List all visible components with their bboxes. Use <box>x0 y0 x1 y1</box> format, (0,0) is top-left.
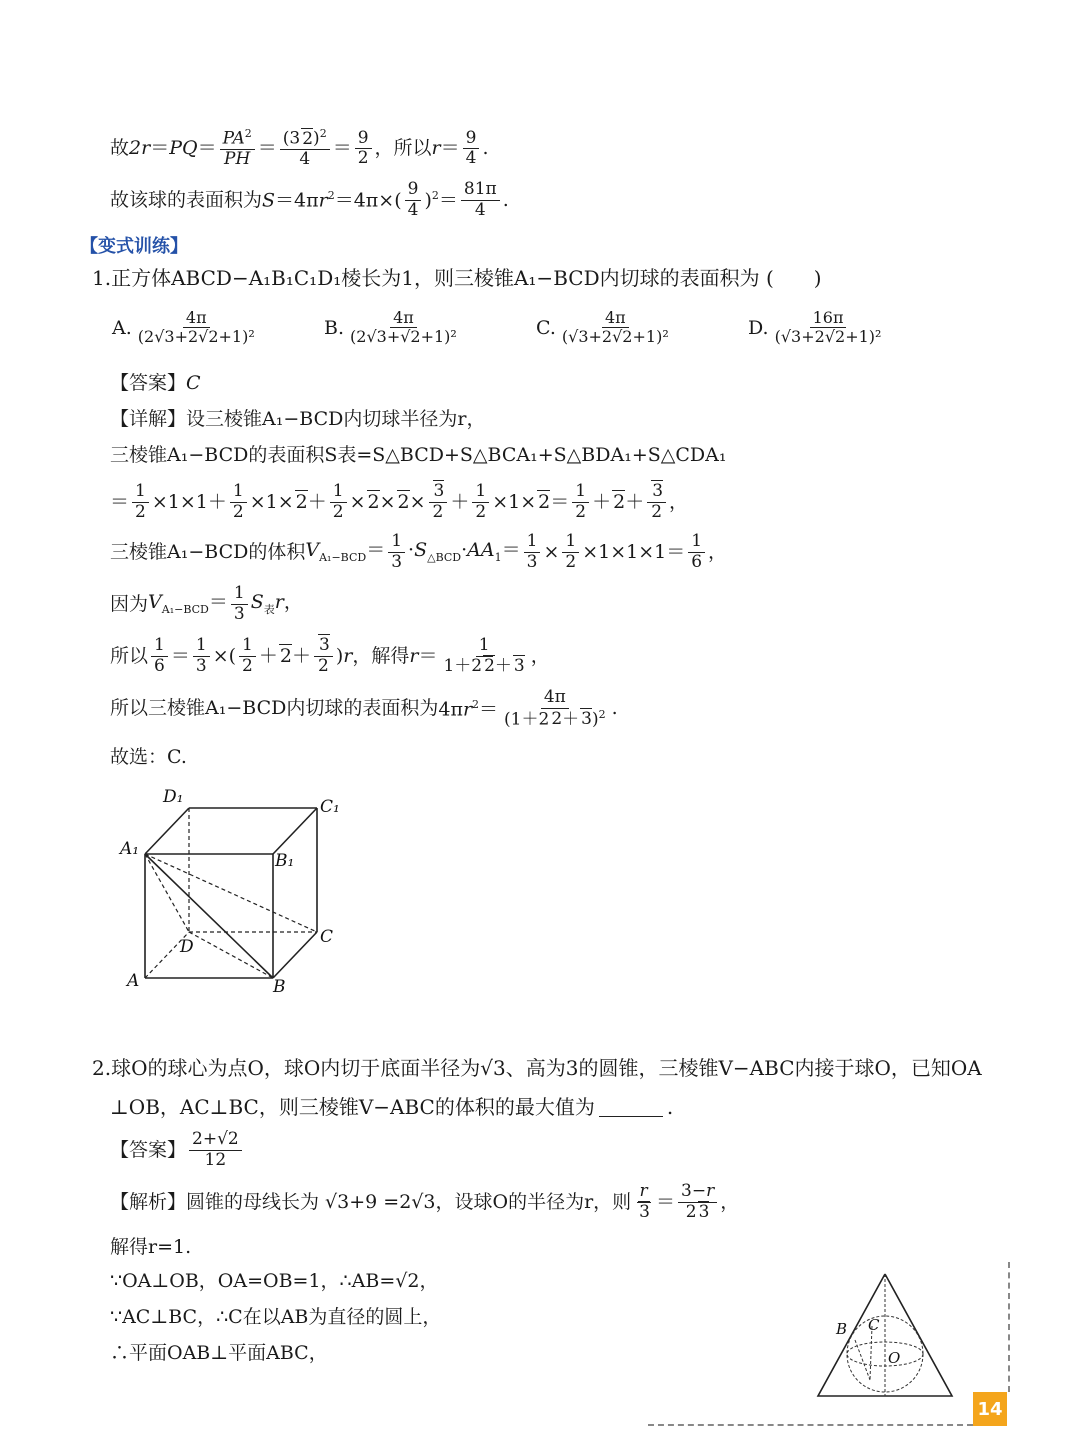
q2-analysis-line-4: ∵AC⊥BC，∴C在以AB为直径的圆上， <box>110 1306 442 1328</box>
edge-c1-b1 <box>273 808 317 854</box>
chord-c <box>870 1326 872 1380</box>
prev-solution-line-2: 故该球的表面积为 $S=4\pi r^2=4\pi\times$( $\frac{9}{4}$ )$^2$＝ $\frac{81\pi}{4}$ . <box>110 179 509 220</box>
q1-option-c[interactable]: C. $\frac{4\pi}{\text{(√3+2√2+1)²}}$ <box>536 308 669 347</box>
label-c: C <box>320 927 334 947</box>
label-b: B <box>273 977 286 995</box>
label-c1: C₁ <box>320 797 340 817</box>
edge-a1-b <box>145 854 273 978</box>
section-heading: 【变式训练】 <box>80 236 188 257</box>
q1-detail-line-7: 所以三棱锥A₁−BCD内切球的表面积为 $4\pi r^2=$ $\frac{4\pi}{(1+2 2+ 3)^2}$ . <box>110 687 618 730</box>
edge-b-c <box>273 932 317 978</box>
page-border-vertical <box>1008 1262 1010 1392</box>
q1-option-a[interactable]: A. $\frac{4\pi}{\text{(2√3+2√2+1)²}}$ <box>112 308 255 347</box>
label-a: A <box>127 971 140 991</box>
edge-a1-d <box>145 854 189 932</box>
q1-detail-line-3: ＝ $\frac{1}{2}$ ×1×1＋ $\frac{1}{2}$ ×1× 2＋ $\frac{1}{2}$ × 2× 2× $\frac{3}{2}$ ＋ $\frac{1}{2}$ ×1× 2＝ $\frac{1}{2}$ ＋ 2＋ $\frac{3}{2}$ ， <box>110 481 689 522</box>
q1-option-d[interactable]: D. $\frac{16\pi}{\text{(√3+2√2+1)²}}$ <box>748 308 882 347</box>
q1-option-b[interactable]: B. $\frac{4\pi}{\text{(2√3+√2+1)²}}$ <box>324 308 457 347</box>
cone-label-b: B <box>836 1320 848 1338</box>
q2-stem-line-1: 2. 球O的球心为点O，球O内切于底面半径为√3、高为3的圆锥，三棱锥V−ABC内接于球O，已知OA <box>92 1056 982 1080</box>
label-b1: B₁ <box>275 851 295 871</box>
label-d: D <box>180 937 194 957</box>
q1-detail-line-2: 三棱锥A₁−BCD的表面积S表=S△BCD+S△BCA₁+S△BDA₁+S△CDA₁ <box>110 444 727 466</box>
q2-stem-line-2: ⊥OB，AC⊥BC，则三棱锥V−ABC的体积的最大值为 . <box>110 1094 674 1119</box>
q1-detail-line-1: 【详解】 设三棱锥A₁−BCD内切球半径为r， <box>110 408 486 430</box>
cone-label-c: C <box>868 1316 880 1334</box>
q2-analysis-line-1: 【解析】 圆锥的母线长为 √3+9 =2√3，设球O的半径为r，则 $\frac{r}{3}$ ＝ $\frac{3-r}{2 3}$ ， <box>110 1181 740 1222</box>
chord-b <box>855 1340 870 1380</box>
q1-conclusion: 故选：C. <box>110 746 187 768</box>
prev-solution-line-1: 故 2r＝PQ＝ $\frac{PA^2}{PH}$ ＝ $\frac{(3 2)^2}{4}$ ＝ $\frac{9}{2}$ ，所以 r＝ $\frac{9}{4}$ . <box>110 127 489 170</box>
label-a1: A₁ <box>120 839 140 859</box>
label-d1: D₁ <box>163 787 184 807</box>
q2-answer: 【答案】 $\frac{2+√2}{12}$ <box>110 1130 245 1170</box>
q1-answer: 【答案】 C <box>110 372 201 394</box>
page-number: 14 <box>973 1392 1007 1426</box>
page-border-horizontal <box>648 1424 973 1426</box>
cube-figure <box>115 780 355 995</box>
edge-d-b <box>189 932 273 978</box>
q1-detail-line-4: 三棱锥A₁−BCD的体积 $V_{A_1-BCD}=$ $\frac{1}{3}$ $\cdot S_{\triangle BCD}\cdot AA_1=$ $\frac{1}{3}$ × $\frac{1}{2}$ ×1×1×1＝ $\frac{1}{6}$ ， <box>110 531 728 572</box>
edge-a1-d1 <box>145 808 189 854</box>
q1-detail-line-6: 所以 $\frac{1}{6}$ ＝ $\frac{1}{3}$ ×( $\frac{1}{2}$ ＋ 2＋ $\frac{3}{2}$ )r ，解得 r＝ $\frac{1}{1+2 2+ 3}$ ， <box>110 635 550 676</box>
cone-label-o: O <box>888 1349 901 1367</box>
cone-figure <box>810 1268 960 1403</box>
q2-analysis-line-2: 解得r=1. <box>110 1236 192 1258</box>
q2-analysis-line-5: ∴平面OAB⊥平面ABC， <box>110 1342 328 1364</box>
q1-stem: 1. 正方体ABCD−A₁B₁C₁D₁棱长为1，则三棱锥A₁−BCD内切球的表面积为 ( ) <box>92 266 822 290</box>
q2-analysis-line-3: ∵OA⊥OB，OA=OB=1，∴AB=√2， <box>110 1270 439 1292</box>
q1-detail-line-5: 因为 $V_{A_1-BCD}=$ $\frac{1}{3}$ $S_表r$， <box>110 583 303 624</box>
q2-answer-blank[interactable] <box>599 1096 663 1117</box>
